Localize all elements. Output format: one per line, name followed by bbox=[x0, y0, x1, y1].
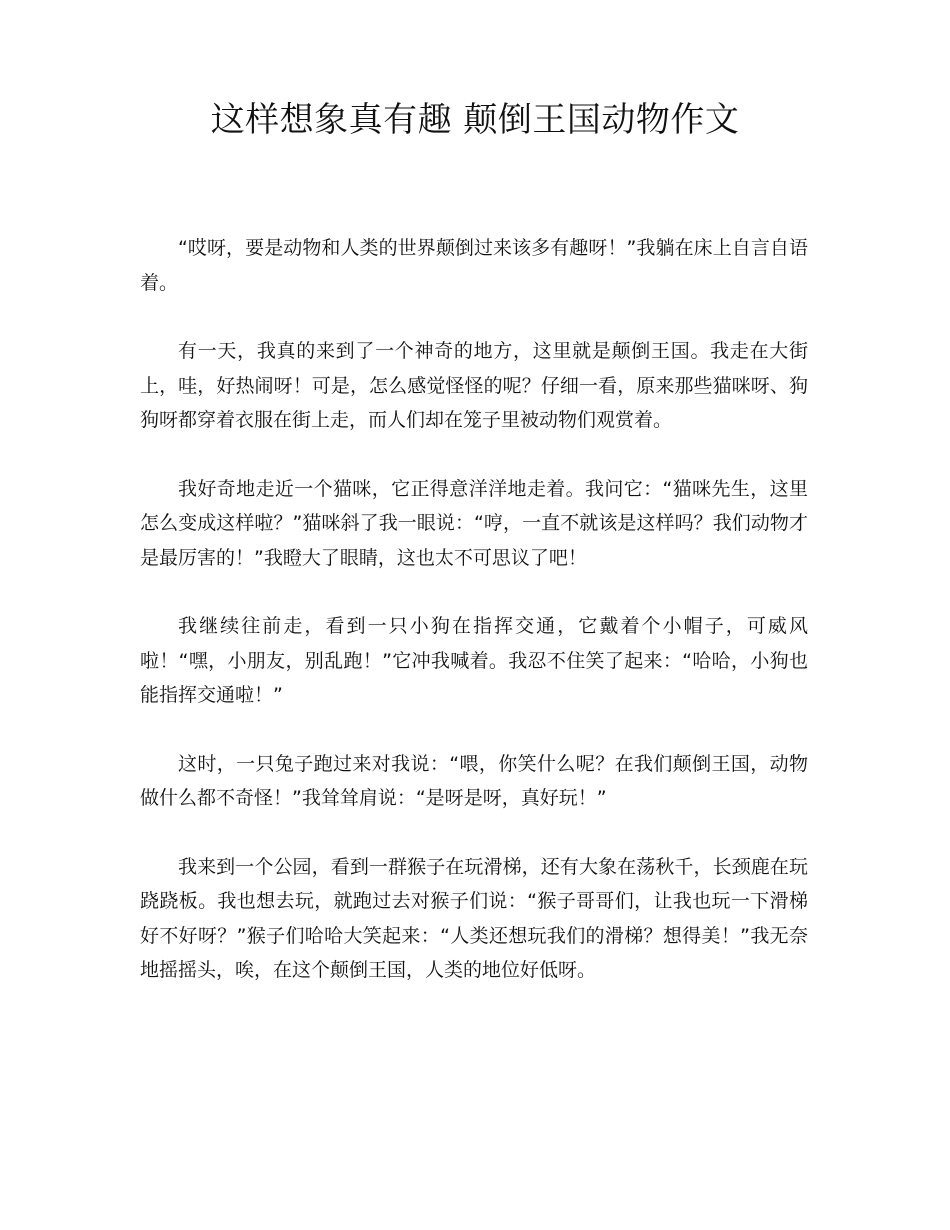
paragraph: “哎呀，要是动物和人类的世界颠倒过来该多有趣呀！”我躺在床上自言自语着。 bbox=[140, 237, 808, 294]
paragraph: 有一天，我真的来到了一个神奇的地方，这里就是颠倒王国。我走在大街上，哇，好热闹呀！可是，怎么感觉怪怪的呢？仔细一看，原来那些猫咪呀、狗狗呀都穿着衣服在街上走，而人们却在笼子里被动物们观赏着。 bbox=[140, 340, 808, 431]
paragraph: 我来到一个公园，看到一群猴子在玩滑梯，还有大象在荡秋千，长颈鹿在玩跷跷板。我也想去玩，就跑过去对猴子们说：“猴子哥哥们，让我也玩一下滑梯好不好呀？”猴子们哈哈大笑起来：“人类还想玩我们的滑梯？想得美！”我无奈地摇摇头，唉，在这个颠倒王国，人类的地位好低呀。 bbox=[140, 855, 808, 981]
paragraph: 这时，一只兔子跑过来对我说：“喂，你笑什么呢？在我们颠倒王国，动物做什么都不奇怪！”我耸耸肩说：“是呀是呀，真好玩！” bbox=[140, 752, 808, 809]
document-title: 这样想象真有趣 颠倒王国动物作文 bbox=[210, 100, 740, 140]
document-body bbox=[140, 231, 808, 1022]
paragraph: 我继续往前走，看到一只小狗在指挥交通，它戴着个小帽子，可威风啦！“嘿，小朋友，别乱跑！”它冲我喊着。我忍不住笑了起来：“哈哈，小狗也能指挥交通啦！” bbox=[140, 615, 808, 706]
paragraph: 我好奇地走近一个猫咪，它正得意洋洋地走着。我问它：“猫咪先生，这里怎么变成这样啦？”猫咪斜了我一眼说：“哼，一直不就该是这样吗？我们动物才是最厉害的！”我瞪大了眼睛，这也太不可思议了吧！ bbox=[140, 477, 808, 569]
